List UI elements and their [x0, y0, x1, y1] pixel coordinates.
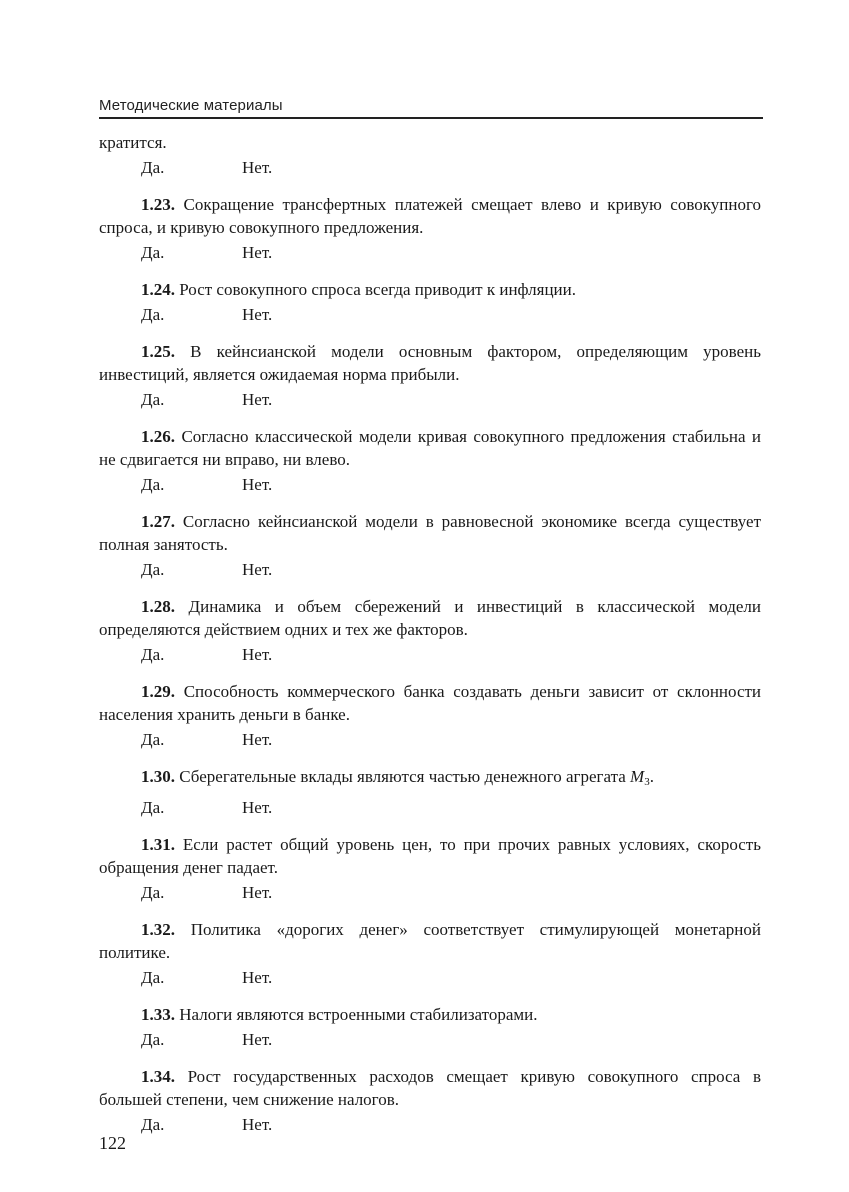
question-item [99, 425, 761, 496]
answer-options [99, 558, 761, 581]
answer-options [99, 388, 761, 411]
question-number: 1.31. [141, 835, 175, 854]
answer-yes: Да. [141, 158, 165, 177]
answer-no: Нет. [242, 475, 273, 494]
question-number: 1.25. [141, 342, 175, 361]
answer-options [99, 1113, 761, 1136]
answer-options [99, 241, 761, 264]
question-text: 1.30. Сберегательные вклады являются частью денежного агрегата $M_3$. [141, 767, 654, 788]
answer-yes: Да. [141, 243, 165, 262]
question-item [99, 340, 761, 411]
answer-options [99, 728, 761, 751]
continuation-text: кратится. [99, 133, 167, 152]
formula-subscript: 3 [644, 776, 650, 788]
question-number: 1.34. [141, 1067, 175, 1086]
answer-no: Нет. [242, 158, 273, 177]
answer-no: Нет. [242, 883, 273, 902]
question-text: 1.31. Если растет общий уровень цен, то при прочих равных условиях, скорость обращения денег падает. [99, 835, 761, 877]
question-text: 1.27. Согласно кейнсианской модели в равновесной экономике всегда существует полная занятость. [99, 512, 762, 554]
formula-variable: M [630, 767, 645, 786]
answer-yes: Да. [141, 730, 165, 749]
question-number: 1.33. [141, 1005, 175, 1024]
header-title: Методические материалы [99, 97, 283, 114]
answer-no: Нет. [242, 968, 273, 987]
answer-yes: Да. [141, 390, 165, 409]
question-text: 1.24. Рост совокупного спроса всегда приводит к инфляции. [141, 280, 576, 299]
question-number: 1.26. [141, 427, 175, 446]
question-item [99, 765, 761, 819]
answer-no: Нет. [242, 243, 273, 262]
question-number: 1.29. [141, 682, 175, 701]
page-number: 122 [99, 1133, 126, 1153]
answer-no: Нет. [242, 645, 273, 664]
question-number: 1.27. [141, 512, 175, 531]
question-text: 1.29. Способность коммерческого банка создавать деньги зависит от склонности населения хранить деньги в банке. [99, 682, 762, 724]
answer-options [99, 303, 761, 326]
answer-yes: Да. [141, 883, 165, 902]
answer-yes: Да. [141, 560, 165, 579]
answer-options [99, 473, 761, 496]
question-text: 1.32. Политика «дорогих денег» соответствует стимулирующей монетарной политике. [99, 920, 762, 962]
question-text: 1.33. Налоги являются встроенными стабилизаторами. [141, 1005, 538, 1024]
question-item [99, 595, 761, 666]
question-item [99, 918, 761, 989]
running-header [99, 97, 763, 119]
answer-yes: Да. [141, 305, 165, 324]
answer-no: Нет. [242, 305, 273, 324]
answer-no: Нет. [242, 1115, 273, 1134]
question-item [99, 680, 761, 751]
answer-yes: Да. [141, 798, 165, 817]
question-number: 1.23. [141, 195, 175, 214]
question-text: 1.34. Рост государственных расходов смещает кривую совокупного спроса в большей степени, чем снижение налогов. [99, 1067, 762, 1109]
question-text: 1.28. Динамика и объем сбережений и инвестиций в классической модели определяются действием одних и тех же факторов. [99, 597, 762, 639]
question-item [99, 510, 761, 581]
question-number: 1.30. [141, 767, 175, 786]
answer-yes: Да. [141, 645, 165, 664]
question-text: 1.26. Согласно классической модели кривая совокупного предложения стабильна и не сдвигается ни вправо, ни влево. [99, 427, 762, 469]
question-item [99, 1003, 761, 1051]
answer-no: Нет. [242, 730, 273, 749]
answer-no: Нет. [242, 560, 273, 579]
question-text: 1.25. В кейнсианской модели основным фактором, определяющим уровень инвестиций, является ожидаемая норма прибыли. [99, 342, 761, 384]
question-item [99, 833, 761, 904]
answer-no: Нет. [242, 798, 273, 817]
answer-no: Нет. [242, 390, 273, 409]
answer-yes: Да. [141, 968, 165, 987]
answer-yes: Да. [141, 1115, 165, 1134]
question-number: 1.28. [141, 597, 175, 616]
answer-no: Нет. [242, 1030, 273, 1049]
answer-options [99, 796, 761, 819]
answer-options [99, 1028, 761, 1051]
answer-options [99, 881, 761, 904]
answer-yes: Да. [141, 1030, 165, 1049]
question-item [99, 278, 761, 326]
page-content [99, 131, 761, 1136]
question-item [99, 1065, 761, 1136]
question-number: 1.32. [141, 920, 175, 939]
question-text: 1.23. Сокращение трансфертных платежей смещает влево и кривую совокупного спроса, и кривую совокупного предложения. [99, 195, 762, 237]
answer-options [99, 156, 761, 179]
question-number: 1.24. [141, 280, 175, 299]
answer-options [99, 643, 761, 666]
answer-options [99, 966, 761, 989]
question-item [99, 193, 761, 264]
answer-yes: Да. [141, 475, 165, 494]
